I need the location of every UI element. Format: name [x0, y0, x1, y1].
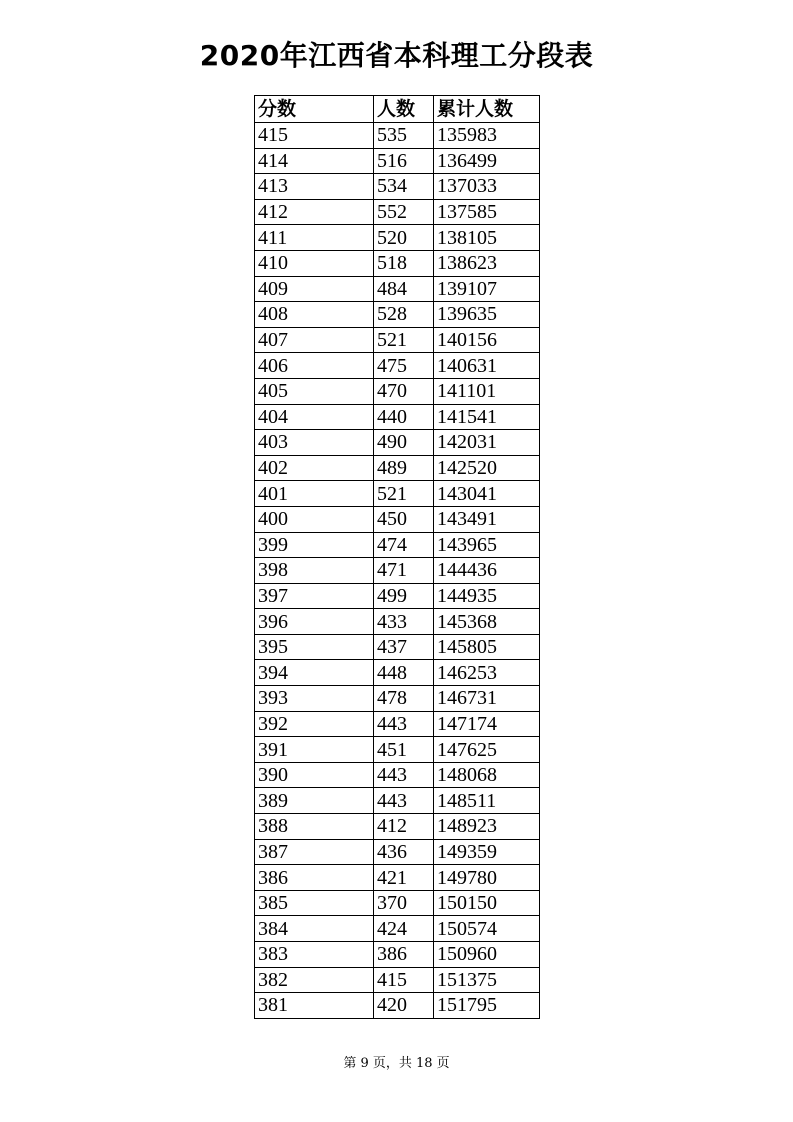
cell-count: 534	[374, 174, 434, 200]
cell-score: 410	[255, 250, 374, 276]
header-count: 人数	[374, 96, 434, 123]
cell-score: 390	[255, 762, 374, 788]
table-row	[255, 199, 540, 225]
cell-cumulative: 141101	[434, 378, 540, 404]
cell-score: 396	[255, 609, 374, 635]
table-row	[255, 583, 540, 609]
header-cumulative: 累计人数	[434, 96, 540, 123]
table-row	[255, 302, 540, 328]
cell-score: 395	[255, 634, 374, 660]
table-body	[255, 123, 540, 1019]
cell-cumulative: 140631	[434, 353, 540, 379]
table-row	[255, 916, 540, 942]
cell-count: 470	[374, 378, 434, 404]
cell-score: 384	[255, 916, 374, 942]
cell-count: 489	[374, 455, 434, 481]
cell-cumulative: 148068	[434, 762, 540, 788]
table-row	[255, 455, 540, 481]
table-row	[255, 737, 540, 763]
cell-cumulative: 150150	[434, 890, 540, 916]
table-row	[255, 506, 540, 532]
cell-cumulative: 147625	[434, 737, 540, 763]
cell-score: 392	[255, 711, 374, 737]
table-header-row	[255, 96, 540, 123]
cell-count: 436	[374, 839, 434, 865]
cell-cumulative: 144935	[434, 583, 540, 609]
cell-count: 520	[374, 225, 434, 251]
table-row	[255, 558, 540, 584]
table-row	[255, 762, 540, 788]
cell-score: 415	[255, 123, 374, 149]
cell-cumulative: 143965	[434, 532, 540, 558]
page-title: 2020年江西省本科理工分段表	[199, 39, 594, 72]
cell-count: 516	[374, 148, 434, 174]
table-row	[255, 993, 540, 1019]
table-row	[255, 967, 540, 993]
cell-cumulative: 142031	[434, 430, 540, 456]
cell-score: 401	[255, 481, 374, 507]
cell-score: 394	[255, 660, 374, 686]
cell-cumulative: 148511	[434, 788, 540, 814]
cell-count: 450	[374, 506, 434, 532]
cell-count: 474	[374, 532, 434, 558]
cell-count: 535	[374, 123, 434, 149]
cell-score: 406	[255, 353, 374, 379]
cell-count: 521	[374, 481, 434, 507]
cell-count: 386	[374, 942, 434, 968]
cell-cumulative: 136499	[434, 148, 540, 174]
table-row	[255, 481, 540, 507]
table-row	[255, 276, 540, 302]
cell-score: 389	[255, 788, 374, 814]
cell-score: 397	[255, 583, 374, 609]
cell-cumulative: 148923	[434, 814, 540, 840]
cell-cumulative: 146253	[434, 660, 540, 686]
cell-score: 408	[255, 302, 374, 328]
table-row	[255, 250, 540, 276]
table-row	[255, 634, 540, 660]
table-row	[255, 430, 540, 456]
cell-count: 440	[374, 404, 434, 430]
cell-score: 412	[255, 199, 374, 225]
cell-count: 451	[374, 737, 434, 763]
cell-score: 386	[255, 865, 374, 891]
cell-cumulative: 139635	[434, 302, 540, 328]
cell-count: 499	[374, 583, 434, 609]
table-row	[255, 327, 540, 353]
cell-cumulative: 137585	[434, 199, 540, 225]
cell-count: 521	[374, 327, 434, 353]
cell-score: 387	[255, 839, 374, 865]
cell-cumulative: 145805	[434, 634, 540, 660]
cell-count: 484	[374, 276, 434, 302]
cell-score: 402	[255, 455, 374, 481]
cell-cumulative: 143491	[434, 506, 540, 532]
cell-cumulative: 143041	[434, 481, 540, 507]
cell-cumulative: 149359	[434, 839, 540, 865]
cell-count: 415	[374, 967, 434, 993]
cell-cumulative: 149780	[434, 865, 540, 891]
cell-count: 471	[374, 558, 434, 584]
score-distribution-table	[254, 95, 540, 1019]
page-footer: 第 9 页，共 18 页	[343, 1056, 450, 1071]
cell-cumulative: 150574	[434, 916, 540, 942]
cell-score: 385	[255, 890, 374, 916]
cell-score: 409	[255, 276, 374, 302]
cell-score: 411	[255, 225, 374, 251]
table-row	[255, 686, 540, 712]
table-row	[255, 890, 540, 916]
cell-score: 393	[255, 686, 374, 712]
cell-score: 413	[255, 174, 374, 200]
cell-score: 388	[255, 814, 374, 840]
cell-count: 412	[374, 814, 434, 840]
table-row	[255, 123, 540, 149]
cell-score: 399	[255, 532, 374, 558]
cell-score: 405	[255, 378, 374, 404]
cell-count: 421	[374, 865, 434, 891]
header-score: 分数	[255, 96, 374, 123]
cell-cumulative: 146731	[434, 686, 540, 712]
cell-score: 404	[255, 404, 374, 430]
table-row	[255, 814, 540, 840]
cell-cumulative: 139107	[434, 276, 540, 302]
cell-score: 382	[255, 967, 374, 993]
cell-count: 490	[374, 430, 434, 456]
cell-score: 391	[255, 737, 374, 763]
table-row	[255, 865, 540, 891]
table-row	[255, 711, 540, 737]
table-row	[255, 353, 540, 379]
cell-score: 414	[255, 148, 374, 174]
cell-cumulative: 150960	[434, 942, 540, 968]
cell-cumulative: 137033	[434, 174, 540, 200]
cell-cumulative: 141541	[434, 404, 540, 430]
cell-count: 552	[374, 199, 434, 225]
cell-count: 424	[374, 916, 434, 942]
table-row	[255, 148, 540, 174]
table-row	[255, 225, 540, 251]
table-row	[255, 660, 540, 686]
table-row	[255, 532, 540, 558]
cell-cumulative: 142520	[434, 455, 540, 481]
cell-count: 443	[374, 762, 434, 788]
cell-cumulative: 151795	[434, 993, 540, 1019]
cell-cumulative: 138623	[434, 250, 540, 276]
cell-count: 433	[374, 609, 434, 635]
cell-cumulative: 140156	[434, 327, 540, 353]
cell-count: 443	[374, 788, 434, 814]
cell-score: 403	[255, 430, 374, 456]
table-row	[255, 788, 540, 814]
cell-cumulative: 138105	[434, 225, 540, 251]
cell-score: 398	[255, 558, 374, 584]
cell-score: 400	[255, 506, 374, 532]
table-row	[255, 942, 540, 968]
cell-count: 448	[374, 660, 434, 686]
cell-count: 478	[374, 686, 434, 712]
table-row	[255, 378, 540, 404]
cell-cumulative: 151375	[434, 967, 540, 993]
cell-count: 437	[374, 634, 434, 660]
cell-count: 420	[374, 993, 434, 1019]
cell-cumulative: 145368	[434, 609, 540, 635]
cell-count: 475	[374, 353, 434, 379]
cell-score: 381	[255, 993, 374, 1019]
cell-count: 370	[374, 890, 434, 916]
table-row	[255, 404, 540, 430]
table-row	[255, 839, 540, 865]
cell-count: 443	[374, 711, 434, 737]
cell-count: 528	[374, 302, 434, 328]
cell-score: 407	[255, 327, 374, 353]
cell-cumulative: 135983	[434, 123, 540, 149]
table-row	[255, 609, 540, 635]
cell-score: 383	[255, 942, 374, 968]
table-row	[255, 174, 540, 200]
cell-cumulative: 144436	[434, 558, 540, 584]
cell-count: 518	[374, 250, 434, 276]
cell-cumulative: 147174	[434, 711, 540, 737]
